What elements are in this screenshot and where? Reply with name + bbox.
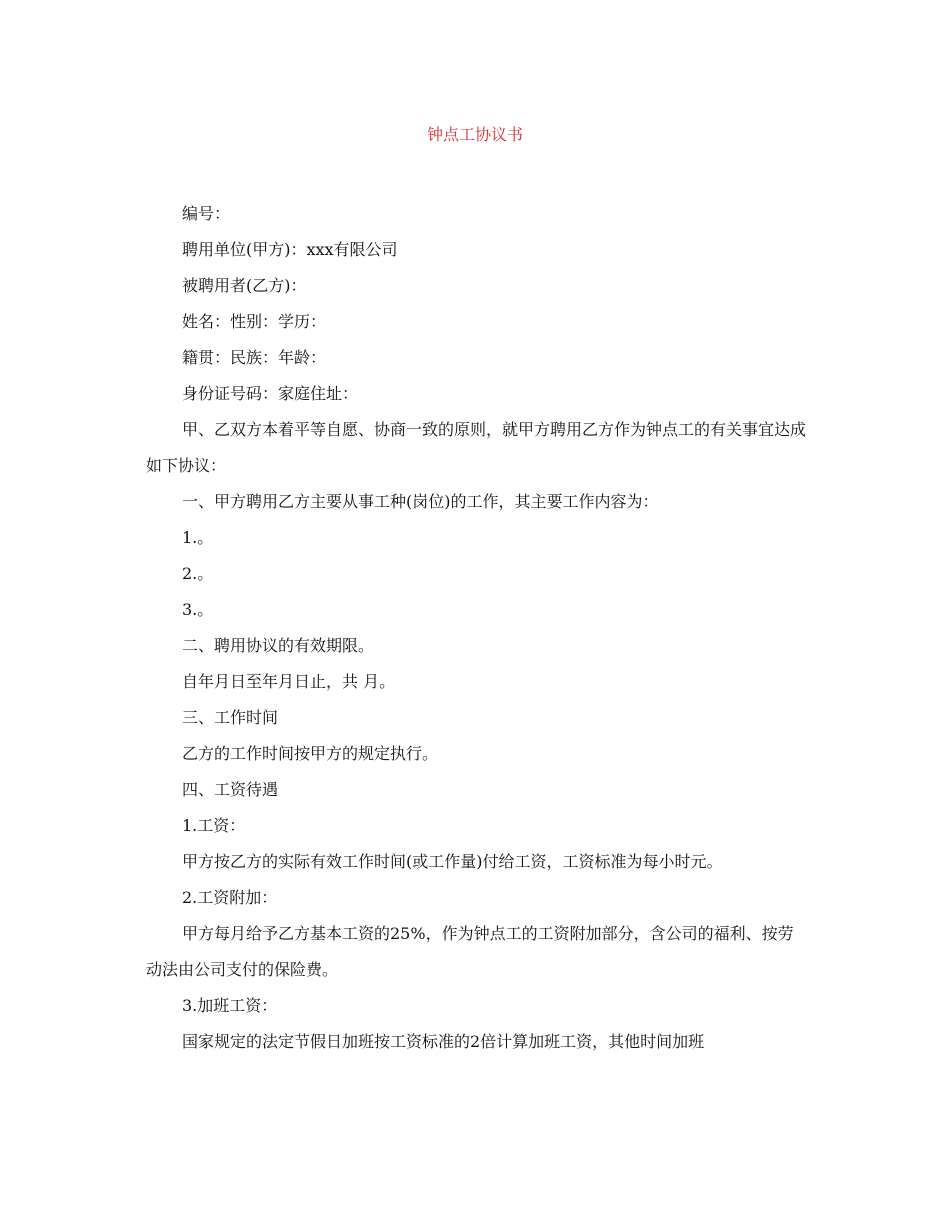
- paragraph-wage-supplement-heading: 2.工资附加：: [182, 888, 278, 907]
- paragraph-item-2: 2.。: [182, 564, 214, 583]
- paragraph-origin-ethnicity-age: 籍贯：民族：年龄：: [182, 348, 327, 367]
- paragraph-wage-heading: 1.工资：: [182, 816, 246, 835]
- paragraph-section-1: 一、甲方聘用乙方主要从事工种(岗位)的工作，其主要工作内容为：: [182, 492, 659, 511]
- document-body: [146, 196, 806, 1060]
- paragraph-id-address: 身份证号码：家庭住址：: [182, 384, 359, 403]
- paragraph-overtime: 国家规定的法定节假日加班按工资标准的2倍计算加班工资，其他时间加班: [182, 1032, 705, 1051]
- paragraph-overtime-heading: 3.加班工资：: [182, 996, 278, 1015]
- paragraph-section-4: 四、工资待遇: [182, 780, 279, 799]
- paragraph-number: 编号：: [182, 204, 231, 223]
- paragraph-wage: 甲方按乙方的实际有效工作时间(或工作量)付给工资，工资标准为每小时元。: [182, 852, 723, 871]
- paragraph-item-3: 3.。: [182, 600, 214, 619]
- paragraph-term: 自年月日至年月日止，共 月。: [182, 672, 396, 691]
- paragraph-working-hours: 乙方的工作时间按甲方的规定执行。: [182, 744, 439, 763]
- paragraph-employer: 聘用单位(甲方)：xxx有限公司: [182, 240, 398, 259]
- paragraph-section-2: 二、聘用协议的有效期限。: [182, 636, 375, 655]
- paragraph-employee: 被聘用者(乙方)：: [182, 276, 307, 295]
- paragraph-wage-supplement: 甲方每月给予乙方基本工资的25%，作为钟点工的工资附加部分，含公司的福利、按劳动法由公司支付的保险费。: [146, 924, 794, 979]
- paragraph-section-3: 三、工作时间: [182, 708, 279, 727]
- paragraph-item-1: 1.。: [182, 528, 214, 547]
- paragraph-name-gender-education: 姓名：性别：学历：: [182, 312, 327, 331]
- paragraph-preamble: 甲、乙双方本着平等自愿、协商一致的原则，就甲方聘用乙方作为钟点工的有关事宜达成如下协议：: [146, 420, 807, 475]
- document-title: 钟点工协议书: [426, 125, 523, 144]
